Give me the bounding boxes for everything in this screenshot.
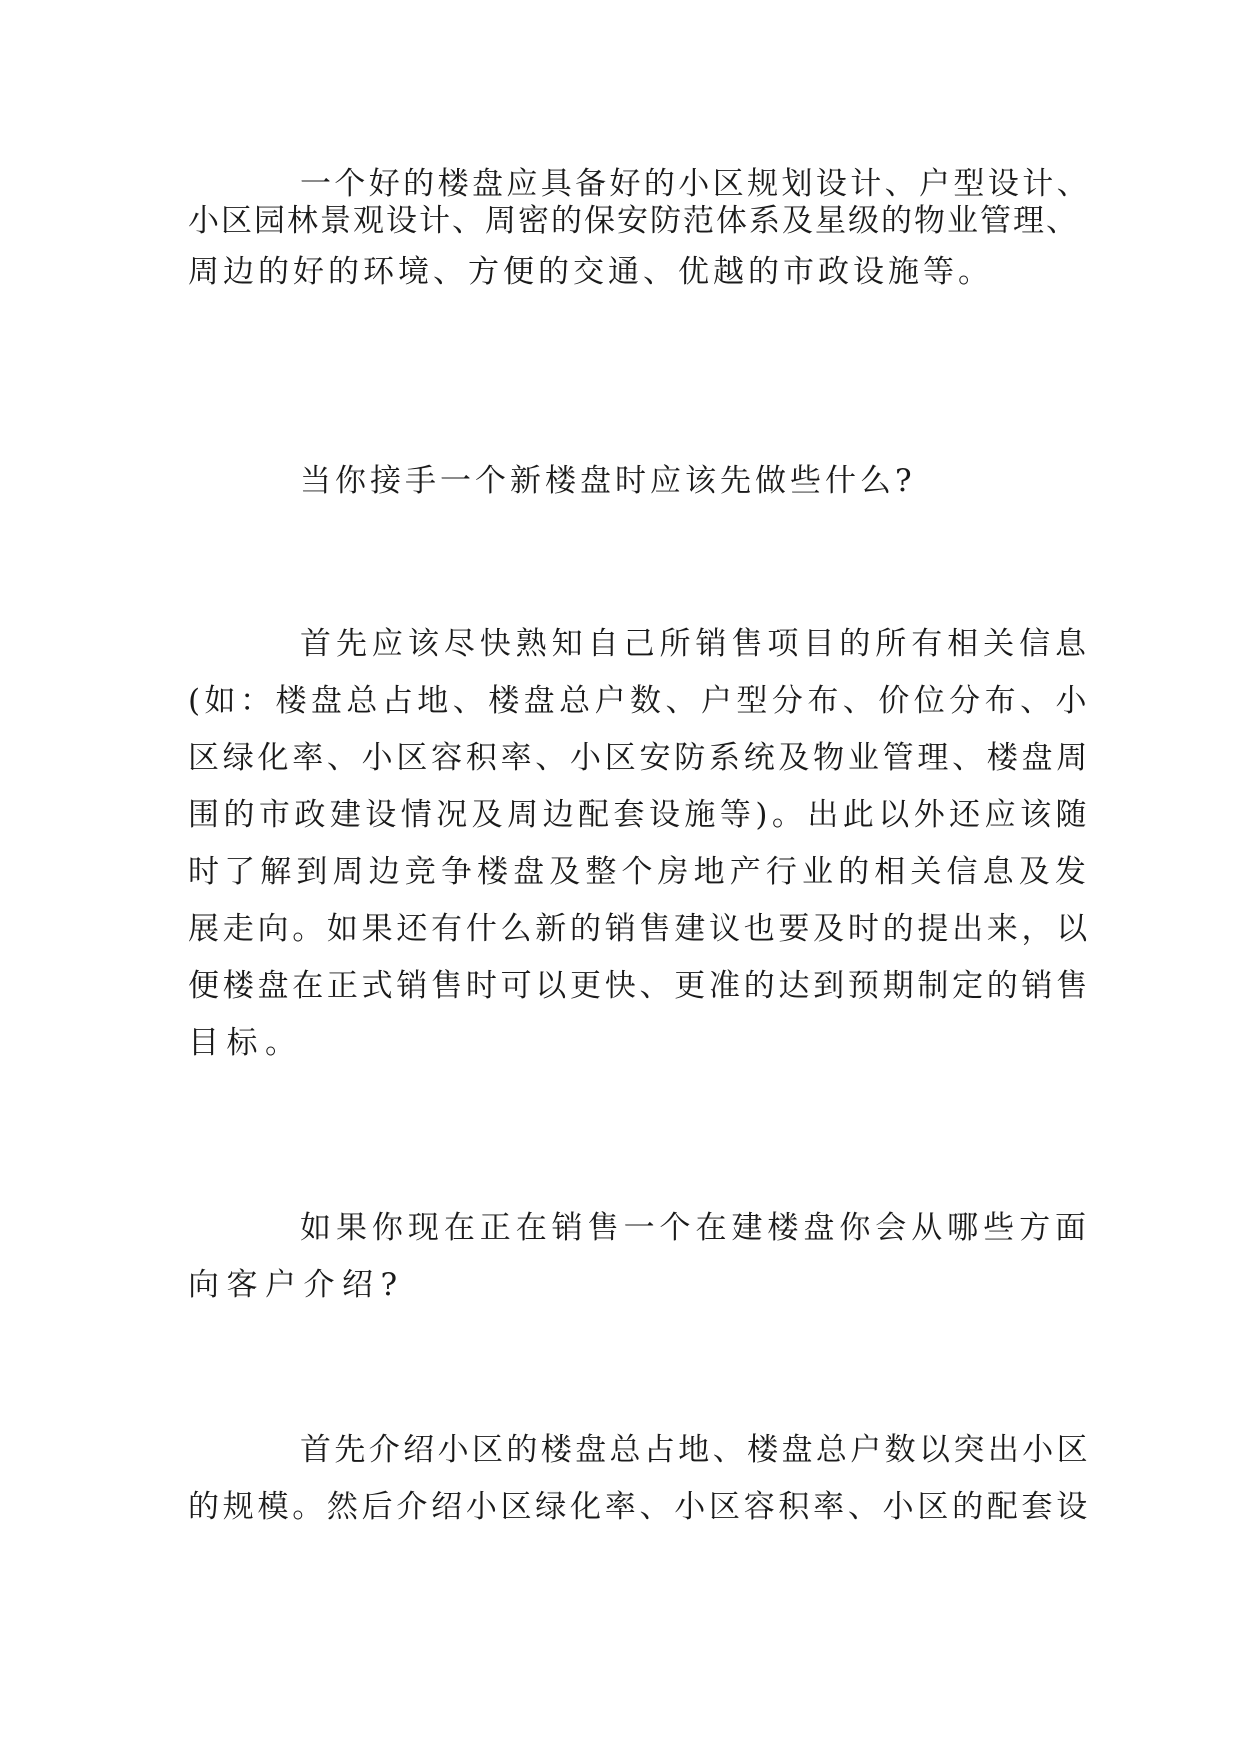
- paragraph-3-line-7: 便楼盘在正式销售时可以更快、更准的达到预期制定的销售: [188, 968, 1091, 1004]
- paragraph-3-line-1: 首先应该尽快熟知自己所销售项目的所有相关信息: [300, 626, 1091, 662]
- paragraph-1-line-1: 一个好的楼盘应具备好的小区规划设计、户型设计、: [300, 166, 1091, 202]
- paragraph-3-line-2: (如：楼盘总占地、楼盘总户数、户型分布、价位分布、小: [188, 683, 1091, 719]
- question-1: 当你接手一个新楼盘时应该先做些什么?: [300, 463, 916, 499]
- paragraph-5-line-1: 首先介绍小区的楼盘总占地、楼盘总户数以突出小区: [300, 1432, 1091, 1468]
- question-2-line-2: 向客户介绍?: [188, 1267, 405, 1303]
- paragraph-3-line-3: 区绿化率、小区容积率、小区安防系统及物业管理、楼盘周: [188, 740, 1091, 776]
- paragraph-3-line-8: 目标。: [188, 1025, 304, 1061]
- paragraph-1-line-3: 周边的好的环境、方便的交通、优越的市政设施等。: [188, 254, 993, 290]
- paragraph-3-line-6: 展走向。如果还有什么新的销售建议也要及时的提出来，以: [188, 911, 1091, 947]
- paragraph-1-line-2: 小区园林景观设计、周密的保安防范体系及星级的物业管理、: [188, 203, 1079, 239]
- paragraph-3-line-4: 围的市政建设情况及周边配套设施等)。出此以外还应该随: [188, 797, 1091, 833]
- question-2-line-1: 如果你现在正在销售一个在建楼盘你会从哪些方面: [300, 1210, 1091, 1246]
- paragraph-3-line-5: 时了解到周边竞争楼盘及整个房地产行业的相关信息及发: [188, 854, 1091, 890]
- paragraph-5-line-2: 的规模。然后介绍小区绿化率、小区容积率、小区的配套设: [188, 1489, 1091, 1525]
